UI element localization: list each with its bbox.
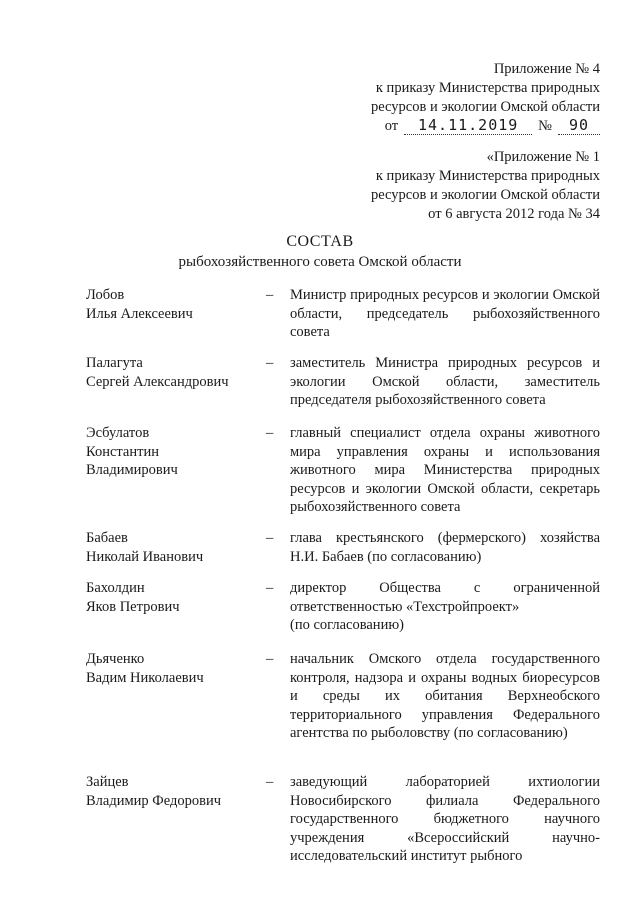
member-babaev xyxy=(86,529,600,566)
member-dash: – xyxy=(266,580,274,596)
appendix-4-title: Приложение № 4 xyxy=(493,61,600,77)
member-role: заведующий лабораторией ихтиологии Новосибирского филиала Федерального государственного бюджетного научного учреждения «Всероссийский научно-исследовательский институт рыбного xyxy=(290,774,600,865)
member-surname: Эсбулатов xyxy=(86,425,150,441)
appendix-4-order-date-number xyxy=(371,117,600,136)
member-palaguta xyxy=(86,354,600,410)
appendix-1-order-date: от 6 августа 2012 года № 34 xyxy=(428,206,600,222)
member-esbulatov xyxy=(86,424,600,517)
member-role: главный специалист отдела охраны животного мира управления охраны и использования животного мира Министерства природных ресурсов и экологии Омской области, секретарь рыбохозяйственного совета xyxy=(290,425,600,516)
document-title: СОСТАВ xyxy=(286,233,354,250)
member-dash: – xyxy=(266,530,274,546)
member-given-name: Владимир Федорович xyxy=(86,792,222,809)
order-date-handwritten: 14.11.2019 xyxy=(404,117,532,135)
member-given-name: Сергей Александрович xyxy=(86,373,229,390)
appendix-1-order-ref-line2: ресурсов и экологии Омской области xyxy=(371,187,600,203)
document-subtitle: рыбохозяйственного совета Омской области xyxy=(178,254,462,270)
order-number-handwritten: 90 xyxy=(558,117,600,135)
member-zaitsev xyxy=(86,773,600,866)
member-given-name: Вадим Николаевич xyxy=(86,669,204,686)
member-given-name: Константин Владимирович xyxy=(86,443,178,479)
member-role: начальник Омского отдела государственного контроля, надзора и охраны водных биоресурсов и среды их обитания Верхнеобского территориального управления Федерального агентства по рыболовству (по согласованию) xyxy=(290,651,600,742)
member-role: Министр природных ресурсов и экологии Омской области, председатель рыбохозяйственного совета xyxy=(290,287,600,341)
member-role: заместитель Министра природных ресурсов и экологии Омской области, заместитель председателя рыбохозяйственного совета xyxy=(290,355,600,409)
member-bakholdin xyxy=(86,579,600,635)
appendix-1-order-ref-line1: к приказу Министерства природных xyxy=(375,168,600,184)
member-dash: – xyxy=(266,355,274,371)
date-prefix: от xyxy=(384,118,399,134)
appendix-4-order-ref-line2: ресурсов и экологии Омской области xyxy=(371,99,600,115)
member-role: директор Общества с ограниченной ответственностью «Техстройпроект» xyxy=(290,580,600,615)
member-surname: Бахолдин xyxy=(86,580,145,596)
member-role-note: (по согласованию) xyxy=(290,617,404,634)
appendix-4-header xyxy=(371,60,600,136)
appendix-4-order-ref-line1: к приказу Министерства природных xyxy=(375,80,600,96)
appendix-1-title: «Приложение № 1 xyxy=(486,149,600,165)
member-surname: Бабаев xyxy=(86,530,128,546)
member-dash: – xyxy=(266,425,274,441)
member-surname: Палагута xyxy=(86,355,143,371)
member-surname: Дьяченко xyxy=(86,651,145,667)
member-lobov xyxy=(86,286,600,342)
member-dash: – xyxy=(266,651,274,667)
member-dash: – xyxy=(266,774,274,790)
member-surname: Лобов xyxy=(86,287,125,303)
member-given-name: Яков Петрович xyxy=(86,598,180,615)
member-given-name: Илья Алексеевич xyxy=(86,305,193,322)
number-prefix: № xyxy=(538,118,552,134)
member-given-name: Николай Иванович xyxy=(86,548,204,565)
document-title-block xyxy=(0,232,640,272)
member-surname: Зайцев xyxy=(86,774,129,790)
member-dyachenko xyxy=(86,650,600,743)
member-role: глава крестьянского (фермерского) хозяйства Н.И. Бабаев (по согласованию) xyxy=(290,530,600,565)
appendix-1-header xyxy=(371,148,600,224)
member-dash: – xyxy=(266,287,274,303)
